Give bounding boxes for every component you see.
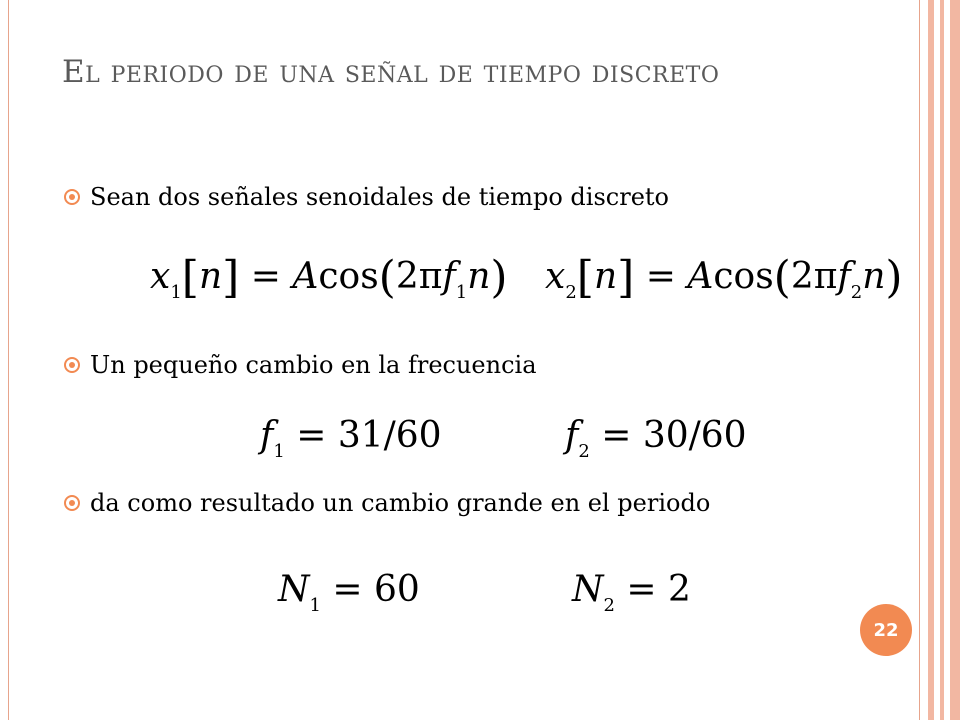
decor-stripe [950,0,960,720]
bullet-text: Un pequeño cambio en la frecuencia [90,351,537,379]
bullet-text: da como resultado un cambio grande en el periodo [90,489,711,517]
formula-n1: $N_1 = 60$ [278,569,420,616]
page-number-badge: 22 [860,604,912,656]
slide-title: El periodo de una señal de tiempo discreto [62,54,720,90]
formula-x1: $x_1[n] = Acos(2\pi f_1n)$ [150,252,508,303]
formula-f1: $f_1 = 31/60$ [260,415,442,462]
formula-n2: $N_2 = 2$ [572,569,691,616]
bullet-item [62,180,669,214]
bullet-icon [62,355,82,375]
bullet-icon [62,187,82,207]
bullet-item [62,486,742,520]
formula-f2: $f_2 = 30/60$ [565,415,747,462]
bullet-item [62,348,537,382]
formula-x2: $x_2[n] = Acos(2\pi f_2n)$ [545,252,903,303]
decor-stripe [940,0,944,720]
decor-stripe [928,0,934,720]
bullet-icon [62,493,82,513]
bullet-text: Sean dos señales senoidales de tiempo discreto [90,183,669,211]
